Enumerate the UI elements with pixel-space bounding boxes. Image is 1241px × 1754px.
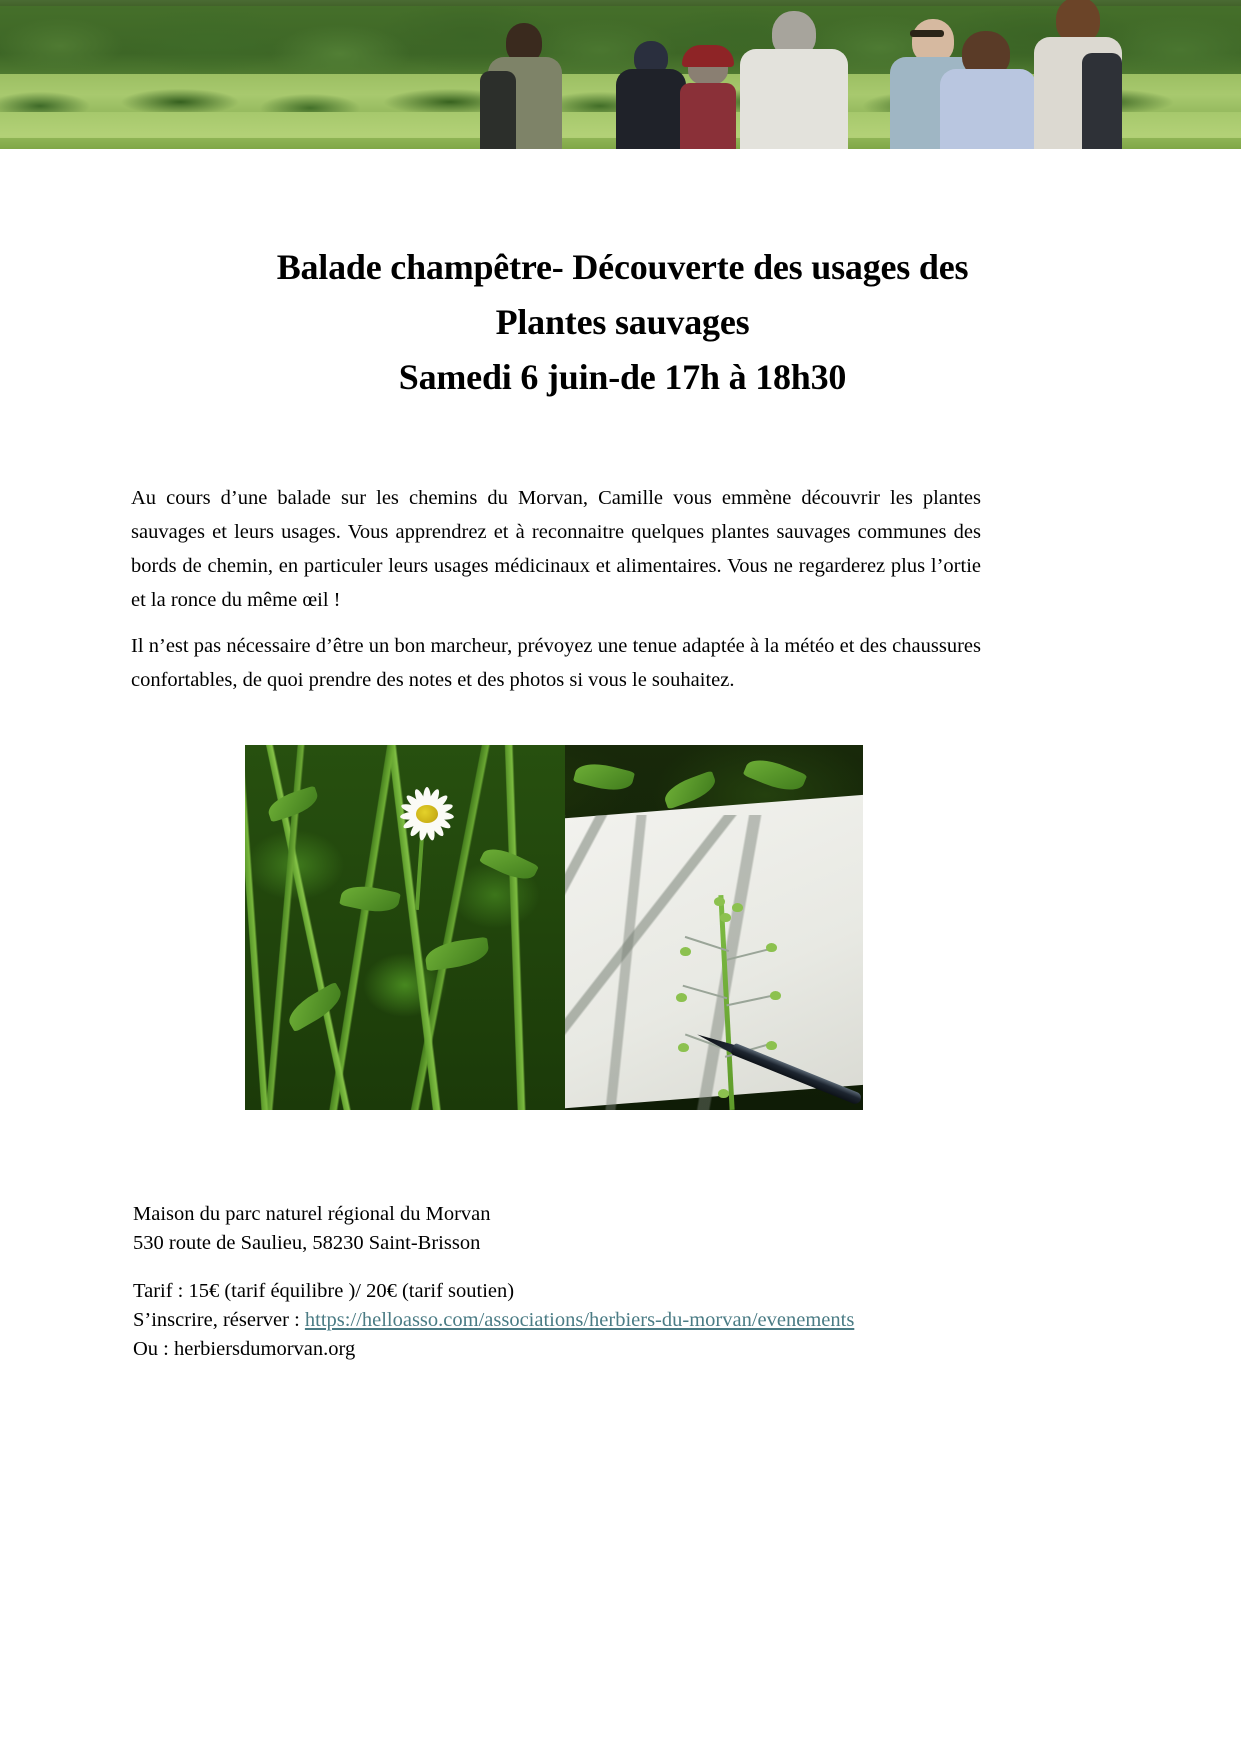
seed-pod xyxy=(714,897,725,906)
hiker-figure xyxy=(940,37,1036,149)
hiker-figure xyxy=(1030,4,1126,149)
hiker-backpack xyxy=(480,71,516,149)
hero-banner-photo xyxy=(0,0,1241,152)
tarif-line: Tarif : 15€ (tarif équilibre )/ 20€ (tarif soutien) xyxy=(133,1280,515,1302)
page-title xyxy=(130,240,1115,405)
description-paragraph-1: Au cours d’une balade sur les chemins du Morvan, Camille vous emmène découvrir les plantes sauvages et leurs usages. Vous apprendrez et à reconnaitre quelques plantes sauvages communes des bords de chemin, en particuler leurs usages médicinaux et alimentaires. Vous ne regarderez plus l’ortie et la ronce du même œil ! xyxy=(131,486,981,611)
hiker-backpack xyxy=(1082,53,1122,149)
daisy-center xyxy=(416,805,438,823)
notebook-photo xyxy=(245,745,863,1110)
description-paragraph-2: Il n’est pas nécessaire d’être un bon marcheur, prévoyez une tenue adaptée à la météo et des chaussures confortables, de quoi prendre des notes et des photos si vous le souhaitez. xyxy=(131,634,981,691)
hiker-figure xyxy=(480,31,570,149)
title-line-2: Plantes sauvages xyxy=(495,302,750,342)
red-cap-icon xyxy=(682,45,734,67)
title-line-1: Balade champêtre- Découverte des usages des xyxy=(276,247,969,287)
seed-pod xyxy=(718,1089,729,1098)
venue-name: Maison du parc naturel régional du Morvan xyxy=(133,1203,491,1225)
seed-pod xyxy=(678,1043,689,1052)
daisy-flower xyxy=(390,783,464,845)
title-line-3-date: Samedi 6 juin-de 17h à 18h30 xyxy=(398,357,847,397)
registration-line xyxy=(133,1306,1033,1335)
seed-pod xyxy=(676,993,687,1002)
specimen-branch xyxy=(683,985,728,999)
seed-pod xyxy=(766,943,777,952)
seed-pod xyxy=(720,913,731,922)
seed-pod xyxy=(732,903,743,912)
hiker-figure xyxy=(740,19,850,149)
venue-address-block xyxy=(133,1200,1033,1258)
alternate-contact-line: Ou : herbiersdumorvan.org xyxy=(133,1338,356,1360)
venue-street-address: 530 route de Saulieu, 58230 Saint-Brisson xyxy=(133,1232,481,1254)
helloasso-registration-link[interactable]: https://helloasso.com/associations/herbiers-du-morvan/evenements xyxy=(304,1309,855,1331)
seed-pod xyxy=(680,947,691,956)
seed-pod xyxy=(770,991,781,1000)
sunglasses-icon xyxy=(910,30,944,37)
hiker-body xyxy=(740,49,848,149)
hiker-backpack xyxy=(680,83,736,149)
pricing-and-registration-block xyxy=(133,1277,1033,1364)
hiker-body xyxy=(940,69,1036,149)
seed-pod xyxy=(766,1041,777,1050)
hiker-figure-with-cap xyxy=(670,49,748,149)
hero-bottom-edge xyxy=(0,149,1241,152)
registration-label: S’inscrire, réserver : xyxy=(133,1309,305,1331)
